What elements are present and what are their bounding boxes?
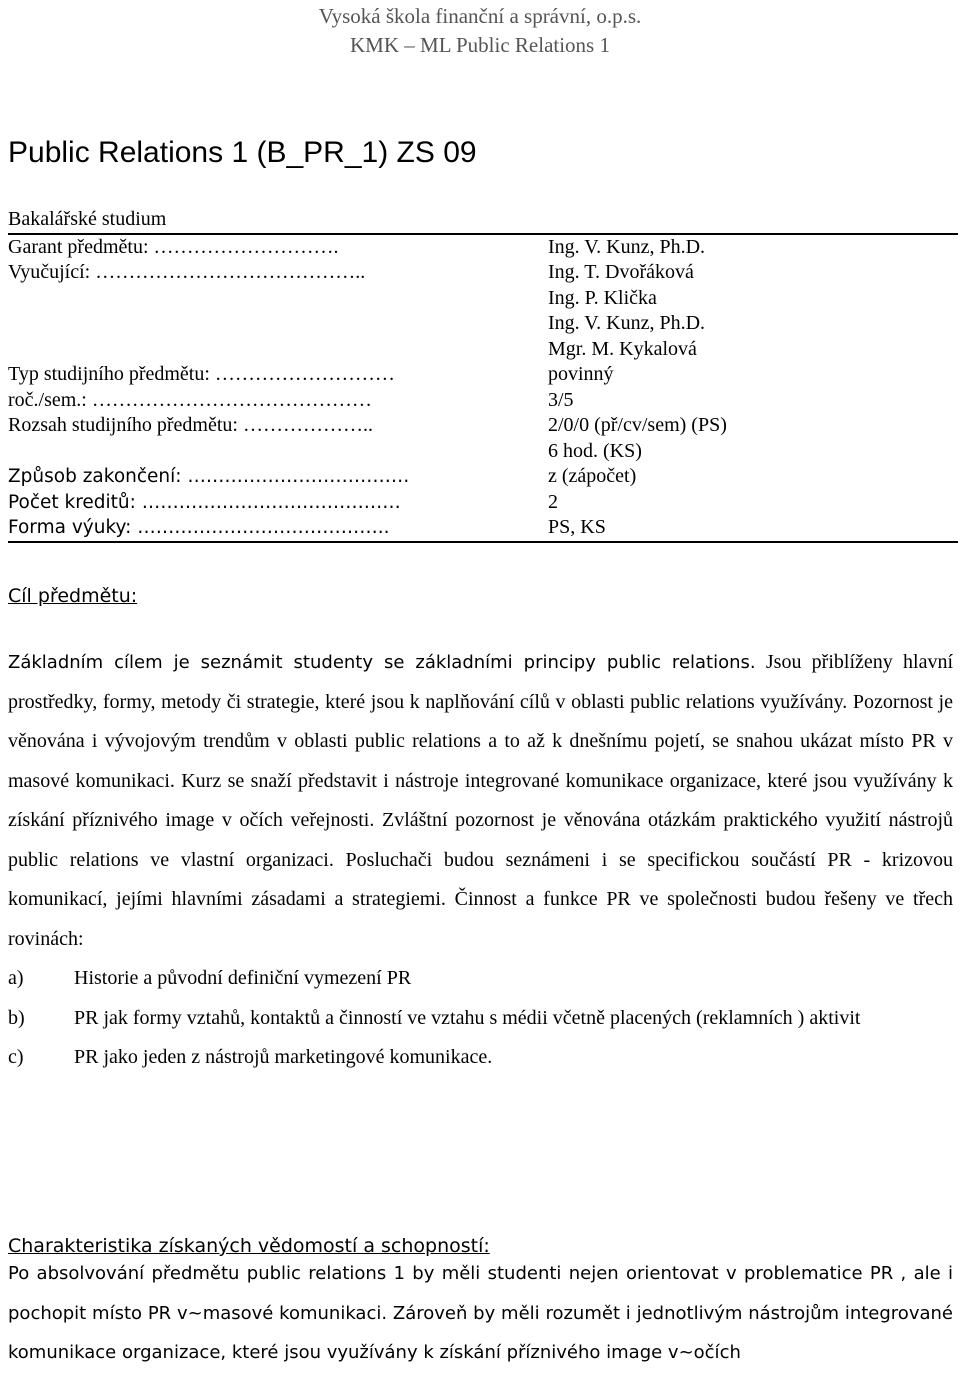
skills-heading: Charakteristika získaných vědomostí a schopností: — [8, 1235, 490, 1257]
info-row — [8, 515, 958, 541]
goal-list — [8, 959, 953, 1078]
info-label: Rozsah studijního předmětu: ……………….. — [8, 414, 373, 436]
info-value: 2 — [548, 490, 558, 513]
skills-text — [8, 1254, 953, 1373]
document-header — [0, 0, 960, 60]
info-value: Ing. V. Kunz, Ph.D. — [548, 235, 706, 258]
page-title: Public Relations 1 (B_PR_1) ZS 09 — [8, 136, 477, 169]
course-info-block — [8, 207, 958, 543]
goal-lead: Základním cílem je seznámit studenty se základními principy public relations. — [8, 652, 756, 673]
list-item-text: PR jak formy vztahů, kontaktů a činností ve vztahu s médii včetně placených (reklamních ) aktivit — [74, 1006, 861, 1029]
info-row — [8, 413, 958, 439]
info-row — [8, 362, 958, 388]
list-item-text: Historie a původní definiční vymezení PR — [74, 967, 412, 989]
goal-body: Jsou přiblíženy hlavní prostředky, formy, metody či strategie, které jsou k naplňování cílů v oblasti public relations využívány. Pozornost je věnována i vývojovým trendům v oblasti public relations a to až k dnešnímu pojetí, se snahou ukázat místo PR v masové komunikaci. Kurz se snaží představit i nástroje integrované komunikace organizace, které jsou využívány k získání příznivého image v očích veřejnosti. Zvláštní pozornost je věnována otázkám praktického využití nástrojů public relations ve vlastní organizaci. Posluchači budou seznámeni i se specifickou součástí PR - krizovou komunikací, jejími hlavními zásadami a strategiemi. Činnost a funkce PR ve společnosti budou řešeny ve třech rovinách: — [8, 651, 954, 950]
info-value: Ing. P. Klička — [548, 286, 657, 309]
info-row — [8, 286, 958, 312]
goal-heading: Cíl předmětu: — [8, 585, 138, 607]
info-row — [8, 490, 958, 516]
goal-list-item — [8, 959, 953, 999]
info-value: PS, KS — [548, 516, 606, 538]
school-name: Vysoká škola finanční a správní, o.p.s. — [318, 4, 642, 28]
info-value: Ing. V. Kunz, Ph.D. — [548, 312, 706, 334]
info-label — [8, 439, 548, 465]
info-row — [8, 337, 958, 363]
info-value: z (zápočet) — [548, 465, 637, 487]
goal-list-item — [8, 999, 953, 1039]
info-value: Ing. T. Dvořáková — [548, 261, 694, 283]
info-label: Způsob zakončení: ……………………………… — [8, 466, 410, 487]
study-type: Bakalářské studium — [8, 207, 958, 235]
info-value: Mgr. M. Kykalová — [548, 337, 697, 360]
info-row — [8, 311, 958, 337]
info-label: Forma výuky: ………………………………….. — [8, 517, 390, 538]
info-label: Typ studijního předmětu: ……………………… — [8, 363, 395, 385]
info-label — [8, 286, 548, 312]
info-rows — [8, 235, 958, 543]
info-label: Garant předmětu: ………………………. — [8, 235, 339, 258]
info-label — [8, 337, 548, 363]
goal-list-item — [8, 1038, 953, 1078]
info-row — [8, 388, 958, 414]
info-row — [8, 260, 958, 286]
info-value: 2/0/0 (př/cv/sem) (PS) — [548, 414, 727, 436]
info-label: roč./sem.: …………………………………… — [8, 388, 372, 411]
info-row — [8, 464, 958, 490]
info-label — [8, 311, 548, 337]
list-marker: c) — [8, 1046, 24, 1068]
info-label: Vyučující: ………………………………….. — [8, 261, 366, 283]
list-item-text: PR jako jeden z nástrojů marketingové komunikace. — [74, 1046, 493, 1068]
info-label: Počet kreditů: …………………………………… — [8, 491, 401, 513]
goal-text — [8, 643, 953, 1078]
course-code-line: KMK – ML Public Relations 1 — [350, 33, 610, 57]
info-row — [8, 439, 958, 465]
info-value: 3/5 — [548, 388, 574, 411]
skills-body: Po absolvování předmětu public relations 1 by měli studenti nejen orientovat v problematice PR , ale i pochopit místo PR v~masové komunikaci. Zároveň by měli rozumět i jednotlivým nástrojům integrované komunikace organizace, které jsou využívány k získání příznivého image v~očích — [8, 1263, 953, 1363]
list-marker: b) — [8, 1006, 25, 1029]
info-row — [8, 235, 958, 261]
list-marker: a) — [8, 967, 24, 989]
info-value: povinný — [548, 363, 614, 385]
info-value: 6 hod. (KS) — [548, 439, 642, 462]
